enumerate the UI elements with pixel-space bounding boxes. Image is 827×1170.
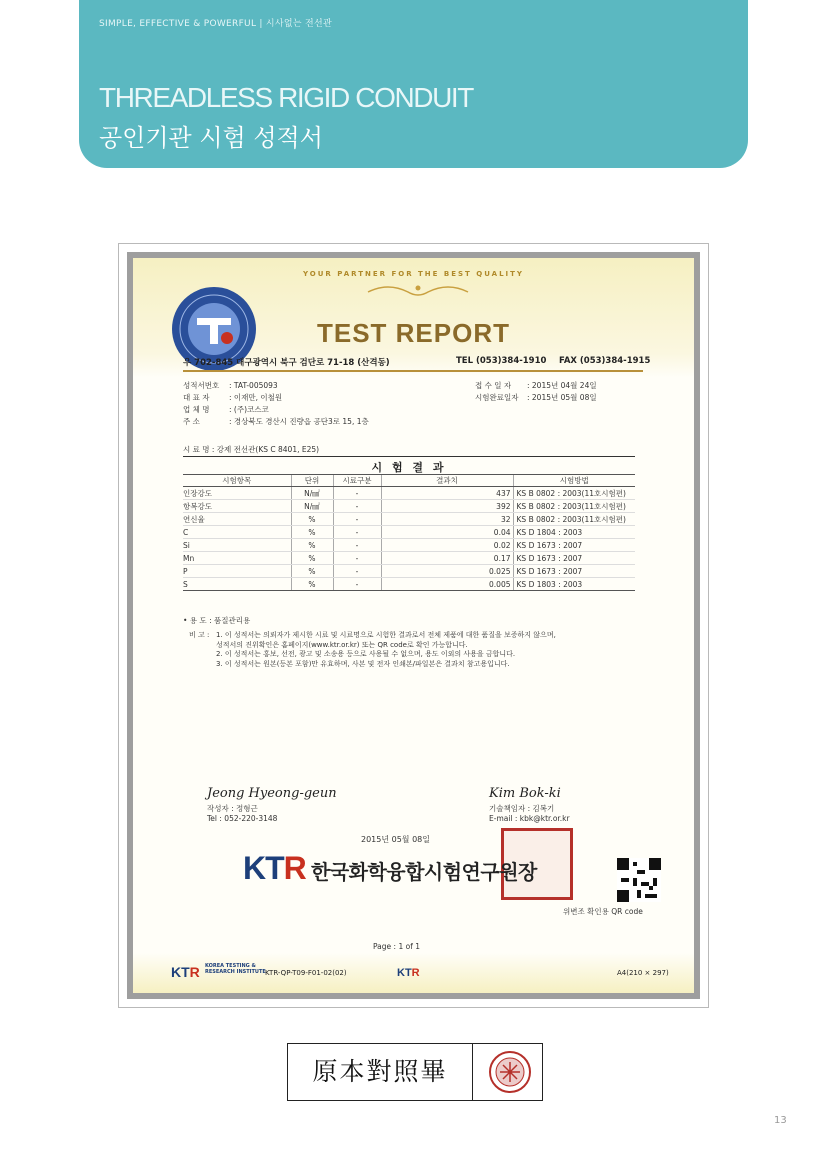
header-tagline: SIMPLE, EFFECTIVE & POWERFUL | 시사없는 전선관 bbox=[99, 19, 333, 29]
footer-paper-size: A4(210 × 297) bbox=[617, 969, 669, 977]
stamp-text: 原本對照畢 bbox=[288, 1044, 473, 1100]
institute-name: 한국화학융합시험연구원장 bbox=[311, 860, 537, 884]
table-row: 인장강도 N/㎟ - 437 KS B 0802 : 2003(11호시험편) bbox=[183, 487, 635, 500]
ornament-icon bbox=[363, 280, 473, 300]
issue-date: 2015년 05월 08일 bbox=[361, 835, 430, 844]
title-korean: 공인기관 시험 성적서 bbox=[99, 124, 323, 152]
results-table: 시험항목 단위 시료구분 결과치 시험방법 인장강도 N/㎟ - 437 KS B 0802 : 2003(11호시험편) 항복강도 N/㎟ - 392 KS B 0802 : 2003(11호시험편) 연신율 % - 32 KS B 0802 : 2003(11호시험편) C % - 0.04 KS D 1804 : 2003 Si % - 0.02 KS D 1673 : 2007 Mn % - 0.17 KS D 1673 : 2007 P % - 0.025 KS D 1673 : 2007 S % - 0.005 KS D 1803 : 2003 bbox=[183, 474, 635, 591]
title-english: THREADLESS RIGID CONDUIT bbox=[99, 82, 473, 113]
partner-line: YOUR PARTNER FOR THE BEST QUALITY bbox=[302, 270, 525, 278]
table-row: Mn % - 0.17 KS D 1673 : 2007 bbox=[183, 552, 635, 565]
qr-code-icon bbox=[617, 858, 661, 902]
red-seal-icon bbox=[488, 1050, 532, 1094]
original-verified-stamp bbox=[287, 1043, 543, 1101]
table-row: P % - 0.025 KS D 1673 : 2007 bbox=[183, 565, 635, 578]
institute-address: 우 702-845 대구광역시 북구 검단로 71-18 (산격동) bbox=[183, 358, 390, 368]
footer-form-code: KTR-QP-T09-F01-02(02) bbox=[265, 969, 347, 977]
divider bbox=[183, 370, 643, 372]
remarks: 비 고 : 1. 이 성적서는 의뢰자가 제시한 시료 및 시료명으로 시험한 결과로서 전체 제품에 대한 품질을 보증하지 않으며, 성적서의 진위확인은 홈페이지(www.ktr.or.kr) 또는 QR code로 확인 가능합니다. 2. 이 성적서는 홍보, 선전, 광고 및 소송용 등으로 사용될 수 없으며, 용도 이외의 사용을 금합니다. 3. 이 성적서는 원본(등본 포함)만 유효하며, 사본 및 전자 인쇄본/파일본은 결과치 참고용입니다. bbox=[189, 631, 556, 668]
test-report-document bbox=[133, 258, 694, 993]
report-title: TEST REPORT bbox=[316, 318, 510, 348]
page-indicator: Page : 1 of 1 bbox=[373, 942, 420, 951]
signature-left: Jeong Hyeong-geun bbox=[207, 786, 337, 801]
qr-label: 위변조 확인용 QR code bbox=[563, 907, 643, 916]
author-info: 작성자 : 정형근 Tel : 052-220-3148 bbox=[207, 804, 278, 823]
header-band bbox=[79, 0, 748, 168]
institute-tel: TEL (053)384-1910 bbox=[456, 356, 547, 366]
technical-manager-info: 기술책임자 : 김복기 E-mail : kbk@ktr.or.kr bbox=[489, 804, 570, 823]
table-row: Si % - 0.02 KS D 1673 : 2007 bbox=[183, 539, 635, 552]
footer-institute: KOREA TESTING & RESEARCH INSTITUTE bbox=[205, 963, 266, 975]
report-frame bbox=[118, 243, 709, 1008]
sample-name: 시 료 명 : 강제 전선관(KS C 8401, E25) bbox=[183, 445, 320, 454]
table-row: 항복강도 N/㎟ - 392 KS B 0802 : 2003(11호시험편) bbox=[183, 500, 635, 513]
signature-right: Kim Bok-ki bbox=[489, 786, 561, 801]
ktr-logo: KTR bbox=[243, 850, 306, 886]
footer-ktr-mark: KTR bbox=[397, 967, 420, 979]
results-title: 시 험 결 과 bbox=[183, 456, 635, 475]
usage-line: • 용 도 : 품질관리용 bbox=[183, 616, 251, 625]
report-meta-right: 접 수 일 자 : 2015년 04월 24일 시험완료일자 : 2015년 05월 08일 bbox=[475, 381, 597, 402]
table-row: C % - 0.04 KS D 1804 : 2003 bbox=[183, 526, 635, 539]
table-row: S % - 0.005 KS D 1803 : 2003 bbox=[183, 578, 635, 591]
footer-ktr-logo: KTR bbox=[171, 964, 200, 980]
report-meta-left: 성적서번호 : TAT-005093 대 표 자 : 이재만, 이철원 업 체 명 : (주)코스코 주 소 : 경상북도 경산시 진량읍 공단3로 15, 1층 bbox=[183, 381, 369, 426]
page-number: 13 bbox=[774, 1115, 787, 1126]
institute-fax: FAX (053)384-1915 bbox=[559, 356, 651, 366]
table-row: 연신율 % - 32 KS B 0802 : 2003(11호시험편) bbox=[183, 513, 635, 526]
